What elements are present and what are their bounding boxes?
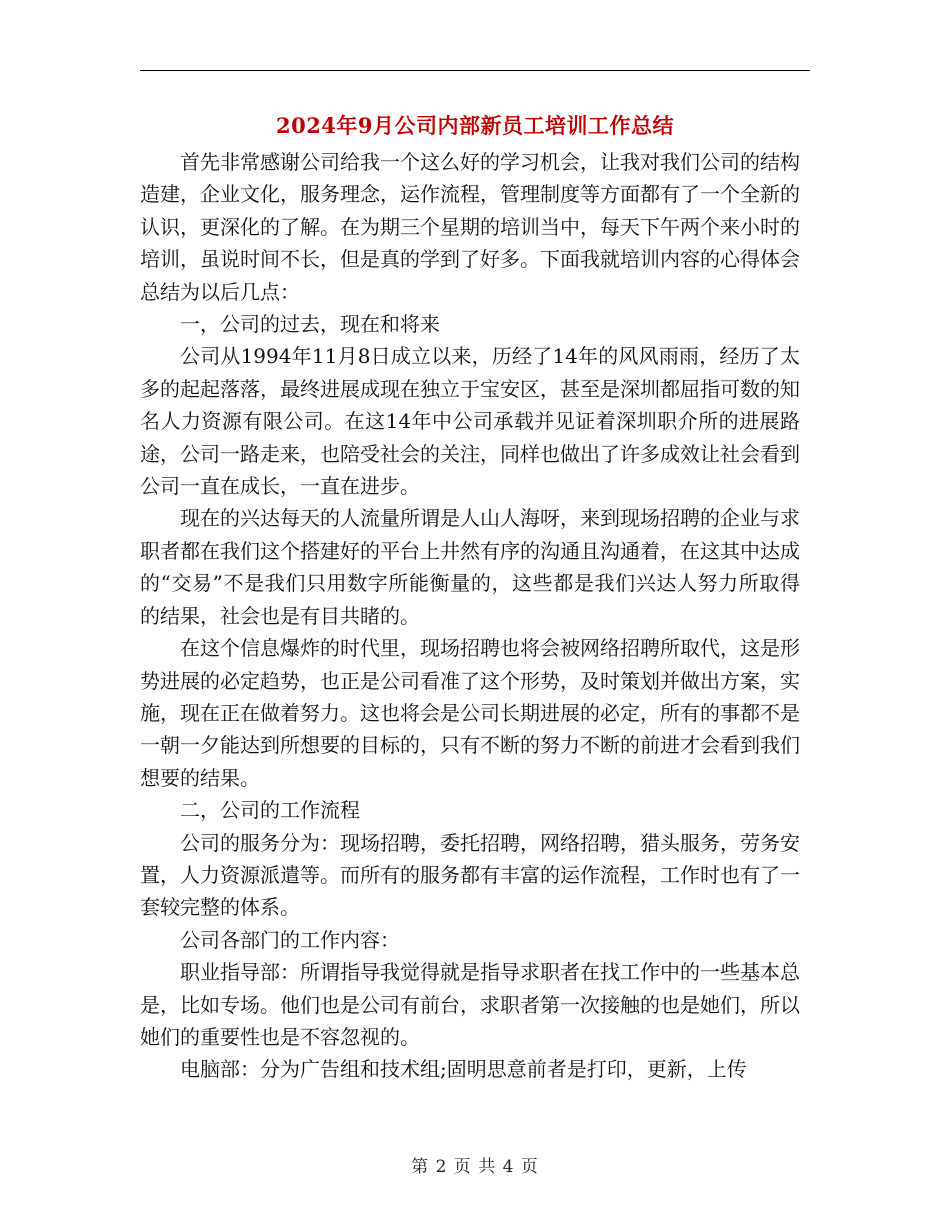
paragraph-career-guidance: 职业指导部：所谓指导我觉得就是指导求职者在找工作中的一些基本总是，比如专场。他们也是公司有前台，求职者第一次接触的也是她们，所以她们的重要性也是不容忽视的。 — [140, 960, 800, 1049]
section-heading-1: 一，公司的过去，现在和将来 — [180, 312, 440, 337]
document-body — [140, 146, 800, 1086]
paragraph-history: 公司从1994年11月8日成立以来，历经了14年的风风雨雨，经历了太多的起起落落，最终进展成现在独立于宝安区，甚至是深圳都屈指可数的知名人力资源有限公司。在这14年中公司承载并见证着深圳职介所的进展路途，公司一路走来，也陪受社会的关注，同样也做出了许多成效让社会看到公司一直在成长，一直在进步。 — [140, 344, 800, 499]
page-footer: 第 2 页 共 4 页 — [411, 1157, 539, 1177]
document-title: 2024年9月公司内部新员工培训工作总结 — [275, 113, 675, 138]
paragraph-departments-intro: 公司各部门的工作内容： — [180, 927, 400, 952]
header-rule — [140, 70, 810, 71]
paragraph-future: 在这个信息爆炸的时代里，现场招聘也将会被网络招聘所取代，这是形势进展的必定趋势，也正是公司看准了这个形势，及时策划并做出方案，实施，现在正在做着努力。这也将会是公司长期进展的必定，所有的事都不是一朝一夕能达到所想要的目标的，只有不断的努力不断的前进才会看到我们想要的结果。 — [140, 636, 800, 790]
paragraph-computer-dept: 电脑部：分为广告组和技术组;固明思意前者是打印，更新，上传 — [180, 1057, 747, 1082]
paragraph-intro: 首先非常感谢公司给我一个这么好的学习机会，让我对我们公司的结构造建，企业文化，服务理念，运作流程，管理制度等方面都有了一个全新的认识，更深化的了解。在为期三个星期的培训当中，每天下午两个来小时的培训，虽说时间不长，但是真的学到了好多。下面我就培训内容的心得体会总结为以后几点： — [140, 150, 800, 304]
section-heading-2: 二，公司的工作流程 — [180, 798, 360, 823]
paragraph-services: 公司的服务分为：现场招聘，委托招聘，网络招聘，猎头服务，劳务安置，人力资源派遣等。而所有的服务都有丰富的运作流程，工作时也有了一套较完整的体系。 — [140, 830, 800, 920]
paragraph-present: 现在的兴达每天的人流量所谓是人山人海呀，来到现场招聘的企业与求职者都在我们这个搭建好的平台上井然有序的沟通且沟通着，在这其中达成的“交易”不是我们只用数字所能衡量的，这些都是我们兴达人努力所取得的结果，社会也是有目共睹的。 — [140, 506, 800, 628]
